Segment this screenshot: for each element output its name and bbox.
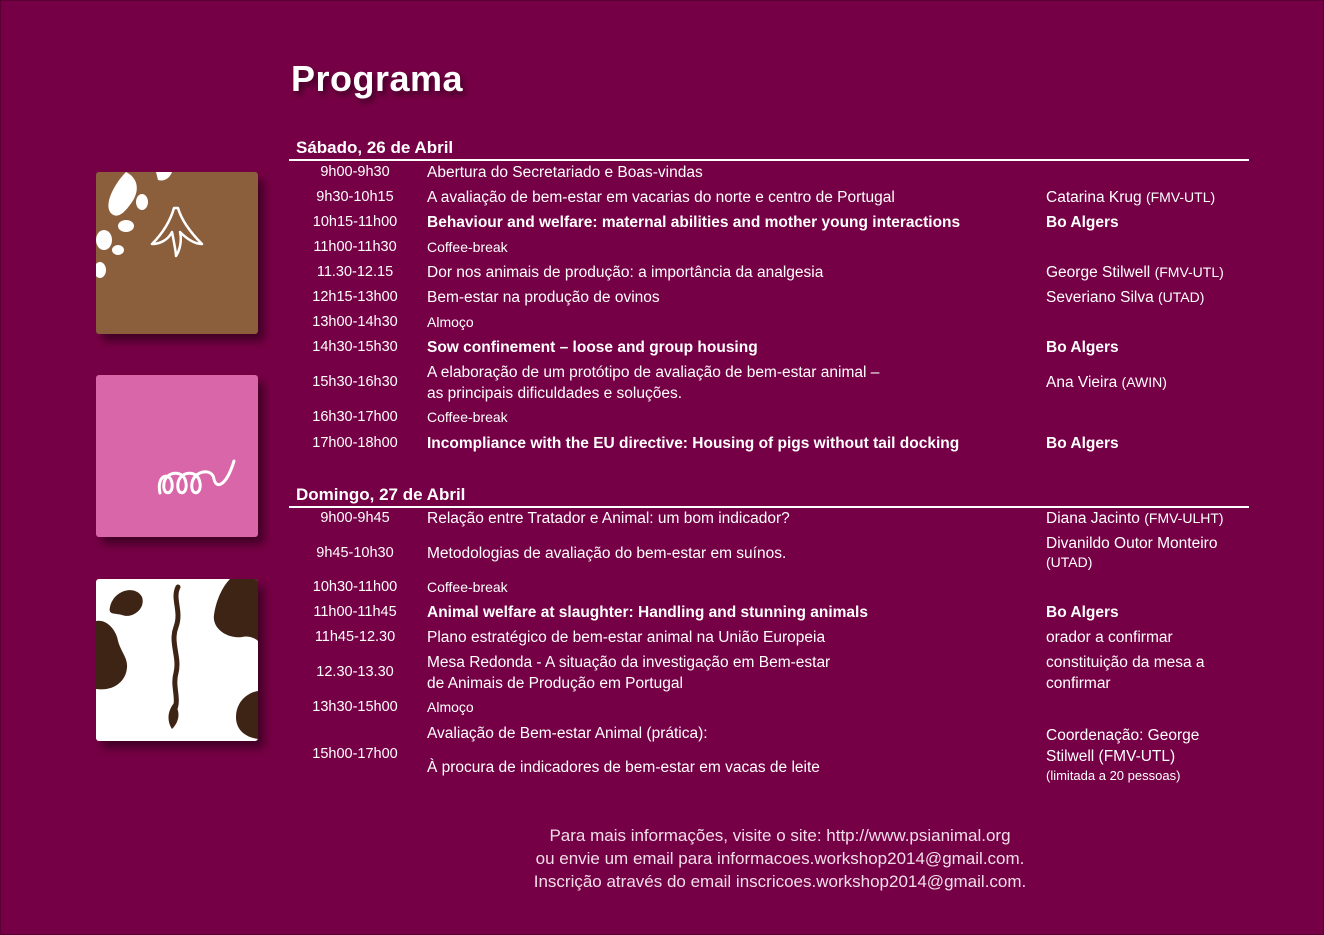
day-title: Domingo, 27 de Abril — [296, 485, 466, 504]
row-speaker: George Stilwell (FMV-UTL) — [1046, 264, 1224, 281]
row-speaker: Bo Algers — [1046, 435, 1119, 452]
row-speaker: orador a confirmar — [1046, 629, 1173, 646]
row-time: 12.30-13.30 — [316, 664, 394, 680]
day-header-saturday — [289, 137, 1249, 161]
footer-registration-email: Inscrição através do email inscricoes.workshop2014@gmail.com. — [533, 872, 1027, 891]
row-topic-line2: À procura de indicadores de bem-estar em vacas de leite — [427, 759, 820, 776]
row-speaker: Bo Algers — [1046, 604, 1119, 621]
row-topic-line2: as principais dificuldades e soluções. — [427, 385, 683, 402]
row-time: 9h45-10h30 — [316, 545, 394, 561]
cow-spots-icon — [96, 579, 258, 741]
row-topic: Almoço — [427, 699, 474, 715]
row-time: 10h15-11h00 — [312, 214, 398, 230]
paw-print-icon — [96, 172, 258, 334]
row-time: 11h00-11h45 — [313, 604, 397, 620]
row-topic: Almoço — [427, 314, 474, 330]
row-topic: Abertura do Secretariado e Boas-vindas — [427, 164, 703, 181]
row-topic: Plano estratégico de bem-estar animal na União Europeia — [427, 629, 826, 646]
row-topic-line1: Mesa Redonda - A situação da investigação em Bem-estar — [427, 654, 831, 671]
row-time: 11h45-12.30 — [314, 629, 396, 645]
brown-pattern-tile — [96, 172, 258, 334]
curly-tail-icon — [96, 375, 258, 537]
row-topic: Behaviour and welfare: maternal abilities and mother young interactions — [427, 214, 961, 231]
footer-contact — [430, 824, 1130, 893]
row-time: 15h30-16h30 — [312, 374, 398, 390]
row-time: 10h30-11h00 — [312, 579, 398, 595]
row-time: 9h30-10h15 — [316, 189, 394, 205]
footer-website: Para mais informações, visite o site: http://www.psianimal.org — [549, 826, 1011, 845]
row-time: 11h00-11h30 — [313, 239, 397, 255]
row-topic: A avaliação de bem-estar em vacarias do norte e centro de Portugal — [427, 189, 895, 206]
row-time: 12h15-13h00 — [312, 289, 398, 305]
row-topic: Dor nos animais de produção: a importância da analgesia — [427, 264, 824, 281]
row-topic: Sow confinement – loose and group housing — [427, 339, 758, 356]
row-topic-line1: Avaliação de Bem-estar Animal (prática): — [427, 725, 708, 742]
row-speaker: Severiano Silva (UTAD) — [1046, 289, 1205, 306]
row-speaker: Divanildo Outor Monteiro (UTAD) — [1046, 535, 1218, 570]
footer-info-email: ou envie um email para informacoes.workshop2014@gmail.com. — [535, 849, 1025, 868]
row-topic: Coffee-break — [427, 579, 508, 595]
row-speaker-line1: constituição da mesa a — [1046, 654, 1205, 671]
row-speaker: Bo Algers — [1046, 214, 1119, 231]
cow-pattern-tile — [96, 579, 258, 741]
row-speaker: Diana Jacinto (FMV-ULHT) — [1046, 510, 1224, 527]
row-topic: Animal welfare at slaughter: Handling and stunning animals — [427, 604, 868, 621]
row-time: 13h00-14h30 — [312, 314, 398, 330]
row-time: 9h00-9h45 — [320, 510, 390, 526]
row-topic: Metodologias de avaliação do bem-estar em suínos. — [427, 545, 787, 562]
row-topic-line2: de Animais de Produção em Portugal — [427, 675, 683, 692]
row-topic: Bem-estar na produção de ovinos — [427, 289, 660, 306]
row-speaker-note: (limitada a 20 pessoas) — [1046, 768, 1181, 783]
row-speaker: Catarina Krug (FMV-UTL) — [1046, 189, 1216, 206]
row-time: 9h00-9h30 — [320, 164, 390, 180]
page-title: Programa — [291, 58, 464, 99]
row-speaker-line2: Stilwell (FMV-UTL) — [1046, 748, 1176, 765]
pink-pattern-tile — [96, 375, 258, 537]
row-time: 17h00-18h00 — [312, 435, 398, 451]
row-speaker-line1: Coordenação: George — [1046, 727, 1200, 744]
day-header-sunday — [289, 484, 1249, 508]
row-topic: Coffee-break — [427, 239, 508, 255]
row-topic-line1: A elaboração de um protótipo de avaliação de bem-estar animal – — [427, 364, 880, 381]
row-time: 15h00-17h00 — [312, 746, 398, 762]
row-topic: Relação entre Tratador e Animal: um bom indicador? — [427, 510, 790, 527]
row-time: 11.30-12.15 — [316, 264, 394, 280]
row-topic: Incompliance with the EU directive: Housing of pigs without tail docking — [427, 435, 960, 452]
row-time: 13h30-15h00 — [312, 699, 398, 715]
row-speaker-line2: confirmar — [1046, 675, 1111, 692]
row-speaker: Ana Vieira (AWIN) — [1046, 374, 1167, 391]
row-time: 16h30-17h00 — [312, 409, 398, 425]
day-title: Sábado, 26 de Abril — [296, 138, 454, 157]
row-speaker: Bo Algers — [1046, 339, 1119, 356]
row-time: 14h30-15h30 — [312, 339, 398, 355]
row-topic: Coffee-break — [427, 409, 508, 425]
